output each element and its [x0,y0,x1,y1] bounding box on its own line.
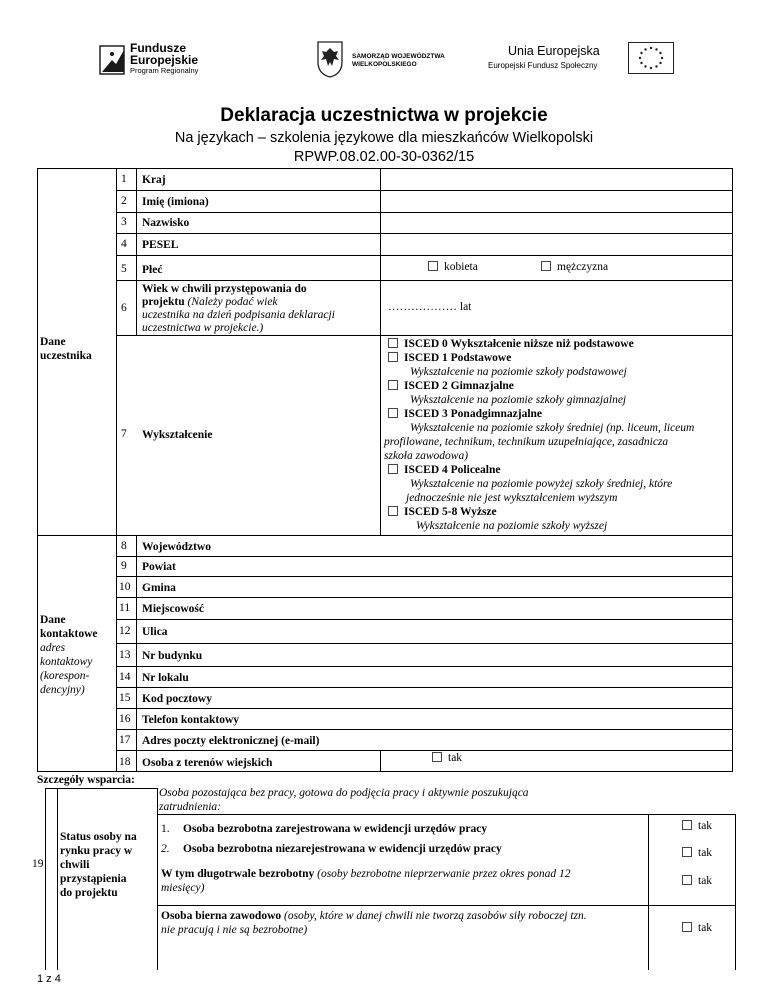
fe-line2: Europejskie [130,53,199,67]
checkbox-icon[interactable] [388,506,398,516]
field-label-kraj: Kraj [142,174,166,186]
checkbox-icon[interactable] [388,408,398,418]
rural-option-yes[interactable]: tak [432,751,462,765]
field-label-wojewodztwo: Województwo [142,541,211,553]
field-label-gmina: Gmina [142,582,176,594]
field-label-nr-lokalu: Nr lokalu [142,672,189,684]
row-number: 8 [121,540,127,552]
field-input-powiat[interactable] [381,557,732,576]
row-number: 19 [32,858,44,870]
checkbox-icon[interactable] [388,338,398,348]
checkbox-icon[interactable] [388,380,398,390]
support-option-longterm-yes[interactable]: tak [682,874,712,888]
field-label-powiat: Powiat [142,561,176,573]
checkbox-icon[interactable] [682,847,692,857]
checkbox-icon[interactable] [432,752,442,762]
support-longterm-line1: W tym długotrwale bezrobotny (osoby bezrobotne nieprzerwanie przez okres ponad 12 [161,868,571,880]
age-label-line4: uczestnictwa w projekcie.) [142,322,264,334]
field-label-kod-pocztowy: Kod pocztowy [142,693,212,705]
support-item2-number: 2. [161,843,170,855]
section2-label-line3: adres [40,642,66,654]
checkbox-icon[interactable] [682,875,692,885]
status-label-line2: rynku pracy w [60,845,133,857]
support-intro-line1: Osoba pozostająca bez pracy, gotowa do podjęcia pracy i aktywnie poszukująca [159,787,529,799]
field-input-email[interactable] [381,730,732,750]
field-label-email: Adres poczty elektronicznej (e-mail) [142,735,320,747]
field-label-telefon: Telefon kontaktowy [142,714,240,726]
education-desc-isced3-line2: profilowane, technikum, technikum uzupełniające, zasadnicza [384,436,669,448]
education-option-isced0[interactable]: ISCED 0 Wykształcenie niższe niż podstawowe [388,337,634,351]
logo-unia-europejska [488,40,688,80]
row-number: 12 [119,625,131,637]
row-number: 2 [121,195,127,207]
wlkp-line1: SAMORZĄD WOJEWÓDZTWA [352,53,445,60]
education-desc-isced4-line1: Wykształcenie na poziomie powyżej szkoły średniej, które [410,478,673,490]
age-label-line3: uczestnika na dzień podpisania deklaracji [142,309,335,321]
row-number: 9 [121,560,127,572]
field-input-miejscowosc[interactable] [381,598,732,619]
row-number: 6 [121,302,127,314]
document-subtitle: Na językach – szkolenia językowe dla mieszkańców Wielkopolski [174,130,594,146]
support-option-unregistered-yes[interactable]: tak [682,846,712,860]
field-label-imie: Imię (imiona) [142,196,209,208]
eu-flag-icon [628,42,674,74]
checkbox-icon[interactable] [388,464,398,474]
status-label-line1: Status osoby na [60,831,137,843]
row-number: 14 [119,671,131,683]
field-input-gmina[interactable] [381,577,732,597]
section2-label-line1: Dane [40,614,66,626]
logo-samorzad-wielkopolski [314,40,474,80]
wlkp-line2: WIELKOPOLSKIEGO [352,61,417,68]
checkbox-icon[interactable] [428,261,438,271]
field-label-nr-budynku: Nr budynku [142,650,203,662]
section2-label-line2: kontaktowe [40,628,98,640]
section1-label-line2: uczestnika [40,350,92,362]
field-label-plec: Płeć [142,264,163,276]
row-number: 3 [121,216,127,228]
field-label-nazwisko: Nazwisko [142,217,190,229]
support-item2-label: Osoba bezrobotna niezarejestrowana w ewidencji urzędów pracy [183,843,502,855]
education-desc-isced2: Wykształcenie na poziomie szkoły gimnazjalnej [410,394,627,406]
support-longterm-line2: miesięcy) [161,882,205,894]
field-input-nr-budynku[interactable] [381,644,732,666]
education-desc-isced4-line2: jednocześnie nie jest wykształceniem wyższym [406,492,618,504]
row-number: 11 [119,602,131,614]
field-input-kraj[interactable] [381,169,732,190]
field-input-pesel[interactable] [381,234,732,255]
support-option-registered-yes[interactable]: tak [682,819,712,833]
row-number: 4 [121,238,127,250]
education-option-isced5-8[interactable]: ISCED 5-8 Wyższe [388,505,497,519]
row-number: 7 [121,428,127,440]
fe-star-icon [98,42,128,78]
ue-line1: Unia Europejska [508,44,600,58]
support-inactive-line2: nie pracują i nie są bezrobotne) [161,924,308,936]
education-option-isced2[interactable]: ISCED 2 Gimnazjalne [388,379,514,393]
support-intro-line2: zatrudnienia: [159,801,221,813]
row-number: 18 [119,756,131,768]
section2-label-line5: (korespon- [40,670,90,682]
age-label-line2: projektu (Należy podać wiek [142,296,278,308]
row-number: 10 [119,581,131,593]
age-label-line1: Wiek w chwili przystępowania do [142,283,307,295]
support-heading: Szczegóły wsparcia: [37,774,135,786]
document-title: Deklaracja uczestnictwa w projekcie [220,105,548,126]
education-option-isced1[interactable]: ISCED 1 Podstawowe [388,351,511,365]
fe-line1: Fundusze [130,41,186,55]
fe-line3: Program Regionalny [130,66,199,75]
gender-option-male[interactable]: mężczyzna [541,260,608,274]
field-input-telefon[interactable] [381,709,732,729]
page-number: 1 z 4 [37,973,61,985]
checkbox-icon[interactable] [541,261,551,271]
row-number: 17 [119,734,131,746]
field-label-ulica: Ulica [142,626,168,638]
field-label-tereny-wiejskie: Osoba z terenów wiejskich [142,757,273,769]
checkbox-icon[interactable] [682,922,692,932]
status-label-line3: chwili [60,859,90,871]
education-desc-isced5-8: Wykształcenie na poziomie szkoły wyższej [416,520,608,532]
field-input-nazwisko[interactable] [381,213,732,233]
field-input-kod-pocztowy[interactable] [381,688,732,708]
education-desc-isced1: Wykształcenie na poziomie szkoły podstawowej [410,366,627,378]
row-number: 15 [119,692,131,704]
field-label-miejscowosc: Miejscowość [142,603,204,615]
section1-label-line1: Dane [40,336,66,348]
status-label-line4: przystąpienia [60,873,127,885]
row-number: 1 [121,173,127,185]
education-desc-isced3-line3: szkoła zawodowa) [384,450,469,462]
status-label-line5: do projektu [60,887,118,899]
education-option-isced3[interactable]: ISCED 3 Ponadgimnazjalne [388,407,542,421]
field-input-ulica[interactable] [381,620,732,643]
section2-label-line4: kontaktowy [40,656,93,668]
gender-option-female[interactable]: kobieta [428,260,478,274]
support-item1-label: Osoba bezrobotna zarejestrowana w ewidencji urzędów pracy [183,823,488,835]
logo-fundusze-europejskie [98,40,218,80]
row-number: 13 [119,649,131,661]
support-option-inactive-yes[interactable]: tak [682,921,712,935]
row-number: 16 [119,713,131,725]
field-input-wojewodztwo[interactable] [381,536,732,556]
support-inactive-line1: Osoba bierna zawodowo (osoby, które w danej chwili nie tworzą zasobów siły roboczej tzn. [161,910,587,922]
education-option-isced4[interactable]: ISCED 4 Policealne [388,463,500,477]
eagle-crest-icon [314,40,346,78]
ue-line2: Europejski Fundusz Społeczny [488,61,598,70]
project-code: RPWP.08.02.00-30-0362/15 [293,149,475,165]
checkbox-icon[interactable] [682,820,692,830]
field-label-wyksztalcenie: Wykształcenie [142,429,213,441]
education-desc-isced3-line1: Wykształcenie na poziomie szkoły średniej (np. liceum, liceum [410,422,695,434]
section2-label-line6: dencyjny) [40,684,85,696]
field-input-imie[interactable] [381,191,732,212]
field-label-pesel: PESEL [142,239,179,251]
age-input[interactable]: ……………… lat [388,301,472,313]
support-item1-number: 1. [161,823,170,835]
row-number: 5 [121,263,127,275]
checkbox-icon[interactable] [388,352,398,362]
field-input-nr-lokalu[interactable] [381,667,732,687]
